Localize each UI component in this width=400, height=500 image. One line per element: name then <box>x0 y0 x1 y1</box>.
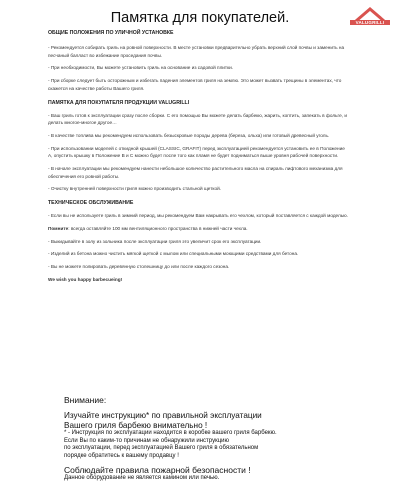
warning-note: Если Вы по каким-то причинам не обнаружили инструкцию <box>64 437 229 444</box>
section2-paragraph: - Ваш гриль готов к эксплуатации сразу после сборки. С его помощью Вы можете делать барбекю, жарить, коптить, запекать в фольге, и делать многое-многое другое… <box>48 112 347 126</box>
section3-paragraph: - Изделий из бетона можно чистить мягкой щеткой с мылом или специальными моющими средствами для бетона. <box>48 251 299 257</box>
instructions-body <box>48 30 348 283</box>
section2-heading: ПАМЯТКА ДЛЯ ПОКУПАТЕЛЯ ПРОДУКЦИИ VALUGRILLI <box>48 99 190 106</box>
warning-line: Вашего гриля барбекю внимательно ! <box>64 420 208 430</box>
warning-line: Изучайте инструкцию* по правильной эксплуатации <box>64 411 262 420</box>
section1-paragraph: - При сборке следует быть осторожным и избегать падения элементов гриля на землю. Это может вызвать трещины в элементах, что скажется на качестве работы Вашего гриля. <box>48 78 342 91</box>
section2-paragraph: - Очистку внутренней поверхности гриля можно производить стальной щеткой. <box>48 186 221 192</box>
warning-title: Внимание: <box>64 395 107 405</box>
warning-block <box>64 395 394 482</box>
remember-text: : всегда оставляйте 100 мм вентиляционного пространства в нижней части чехла. <box>68 225 248 231</box>
fire-safety-line: Соблюдайте правила пожарной безопасности ! <box>64 465 251 476</box>
section1-heading: ОБЩИЕ ПОЛОЖЕНИЯ ПО УЛИЧНОЙ УСТАНОВКЕ <box>48 30 174 36</box>
section1-paragraph: - Рекомендуется собирать гриль на ровной поверхности. В месте установки предварительно убрать верхний слой почвы и заменить на песчаный балласт во избежание проседания почвы. <box>48 45 345 58</box>
section2-paragraph: - В качестве топлива мы рекомендуем использовать безыскровые породы дерева (береза, ольха) или готовый древесный уголь. <box>48 132 330 138</box>
section3-paragraph: - Выкидывайте в золу из зольника после эксплуатации гриля это увеличит срок его эксплуатации. <box>48 238 262 244</box>
page-title: Памятка для покупателей. <box>110 10 290 26</box>
section3-paragraph: - Если вы не используете гриль в зимний период, мы рекомендуем Вам накрывать его чехлом, который поставляется с каждой моделью. <box>48 213 348 219</box>
warning-note: по эксплуатации, перед эксплуатацией Вашего гриля в обязательном <box>64 445 259 452</box>
not-fireplace-line: Данное оборудование не является камином или печью. <box>64 475 220 482</box>
remember-note <box>48 225 348 233</box>
section2-paragraph: - При использовании моделей с откидной крышей (CLASSIC, GRAFIT) перед эксплуатацией рекомендуется установить ее в Положение А, опустить крышку в Положение В и С можно будет после того как пламя не будет подниматься выше уровня рабочей поверхности. <box>48 145 345 159</box>
section2-paragraph: - В начале эксплуатации мы рекомендуем нанести небольшое количество растительного масла на спираль лифтового механизма для обеспечения его ровной работы. <box>48 166 343 179</box>
section3-paragraph: - Вы не можете полировать деревянную столешницу до или после каждого сезона. <box>48 263 230 269</box>
section1-paragraph: - При необходимости, Вы можете установить гриль на основание из садовой плитки. <box>48 65 234 71</box>
logo-text: VALUGRILLI <box>350 20 390 25</box>
section3-heading: ТЕХНИЧЕСКОЕ ОБСЛУЖИВАНИЕ <box>48 200 134 207</box>
warning-note: * - Инструкция по эксплуатации находится в коробке вашего гриля барбекю. <box>64 430 277 437</box>
remember-label: Помните <box>48 225 69 231</box>
closing-line: We wish you happy barbecueing! <box>48 276 123 282</box>
warning-note: порядке обратитесь к вашему продавцу ! <box>64 452 179 459</box>
